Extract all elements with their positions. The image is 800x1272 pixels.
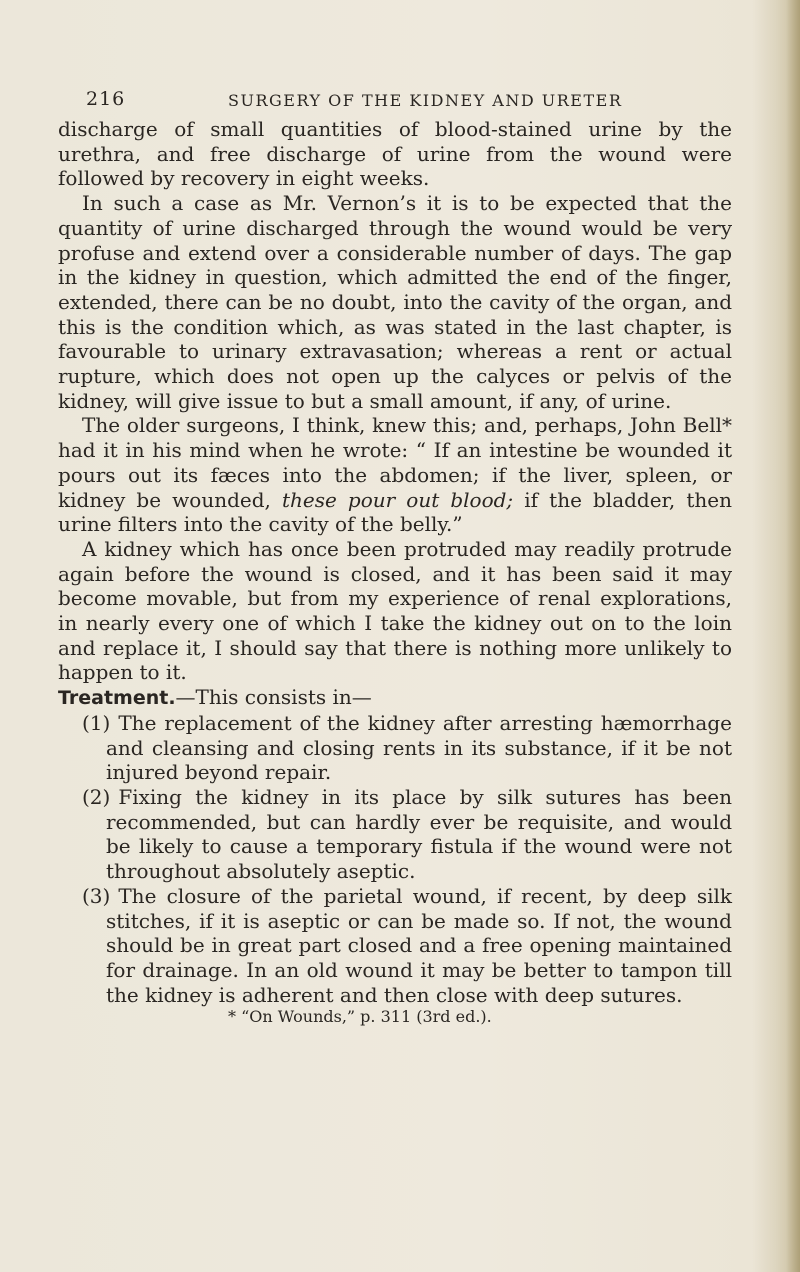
treatment-intro: —This consists in—: [175, 685, 372, 710]
paragraph-vernon-case: In such a case as Mr. Vernon’s it is to be expected that the quantity of urine discharged through the wound would be very profuse and extend over a considerable number of days. The gap in the kidney in question, which admitted the end of the finger, extended, there can be no doubt, into the cavity of the organ, and this is the condition which, as was stated in the last chapter, is favourable to urinary extravasation; whereas a rent or actual rupture, which does not open up the calyces or pelvis of the kidney, will give issue to but a small amount, if any, of urine.: [58, 191, 732, 413]
paragraph-continuation: discharge of small quantities of blood-stained urine by the urethra, and free discharge of urine from the wound were followed by recovery in eight weeks.: [58, 117, 732, 191]
item-number: (1): [82, 710, 111, 735]
treatment-item: [82, 785, 732, 884]
item-number: (2): [82, 784, 111, 809]
paragraph-protruded-kidney: A kidney which has once been protruded may readily protrude again before the wound is closed, and it has been said it may become movable, but from my experience of renal explorations, in nearly every one of which I take the kidney out on to the loin and replace it, I should say that there is nothing more unlikely to happen to it.: [58, 536, 732, 685]
paragraph-text: if the bladder, then urine filters into the cavity of the belly.”: [58, 487, 733, 537]
page-header: [86, 88, 726, 118]
treatment-heading: [58, 685, 732, 711]
paragraph-text: The older surgeons, I think, knew this; and, perhaps, John Bell* had it in his mind when he wrote: “ If an intestine be wounded it pours out its fæces into the abdomen; if the liver, spleen, or kidney be wounded,: [58, 413, 732, 512]
item-text: The closure of the parietal wound, if recent, by deep silk stitches, if it is aseptic or can be made so. If not, the wound should be in great part closed and a free opening maintained for drainage. In an old wound it may be better to tampon till the kidney is adherent and then close with deep sutures.: [106, 883, 732, 1007]
item-text: The replacement of the kidney after arresting hæmorrhage and cleansing and closing rents in its substance, if it be not injured beyond repair.: [106, 710, 732, 785]
item-text: Fixing the kidney in its place by silk sutures has been recommended, but can hardly ever be requisite, and would be likely to cause a temporary fistula if the wound were not throughout absolutely aseptic.: [106, 784, 732, 884]
treatment-label: Treatment.: [58, 687, 176, 710]
item-number: (3): [82, 883, 111, 908]
paragraph-older-surgeons: [58, 413, 732, 537]
running-head: SURGERY OF THE KIDNEY AND URETER: [228, 91, 623, 110]
page-body: [58, 117, 732, 1027]
treatment-item: [82, 884, 732, 1008]
italic-quote: these pour out blood;: [281, 487, 514, 512]
page-number: 216: [86, 88, 126, 110]
treatment-list: [58, 711, 732, 1007]
page-edge-shadow: [786, 0, 800, 1272]
treatment-item: [82, 711, 732, 785]
footnote: * “On Wounds,” p. 311 (3rd ed.).: [228, 1007, 492, 1027]
